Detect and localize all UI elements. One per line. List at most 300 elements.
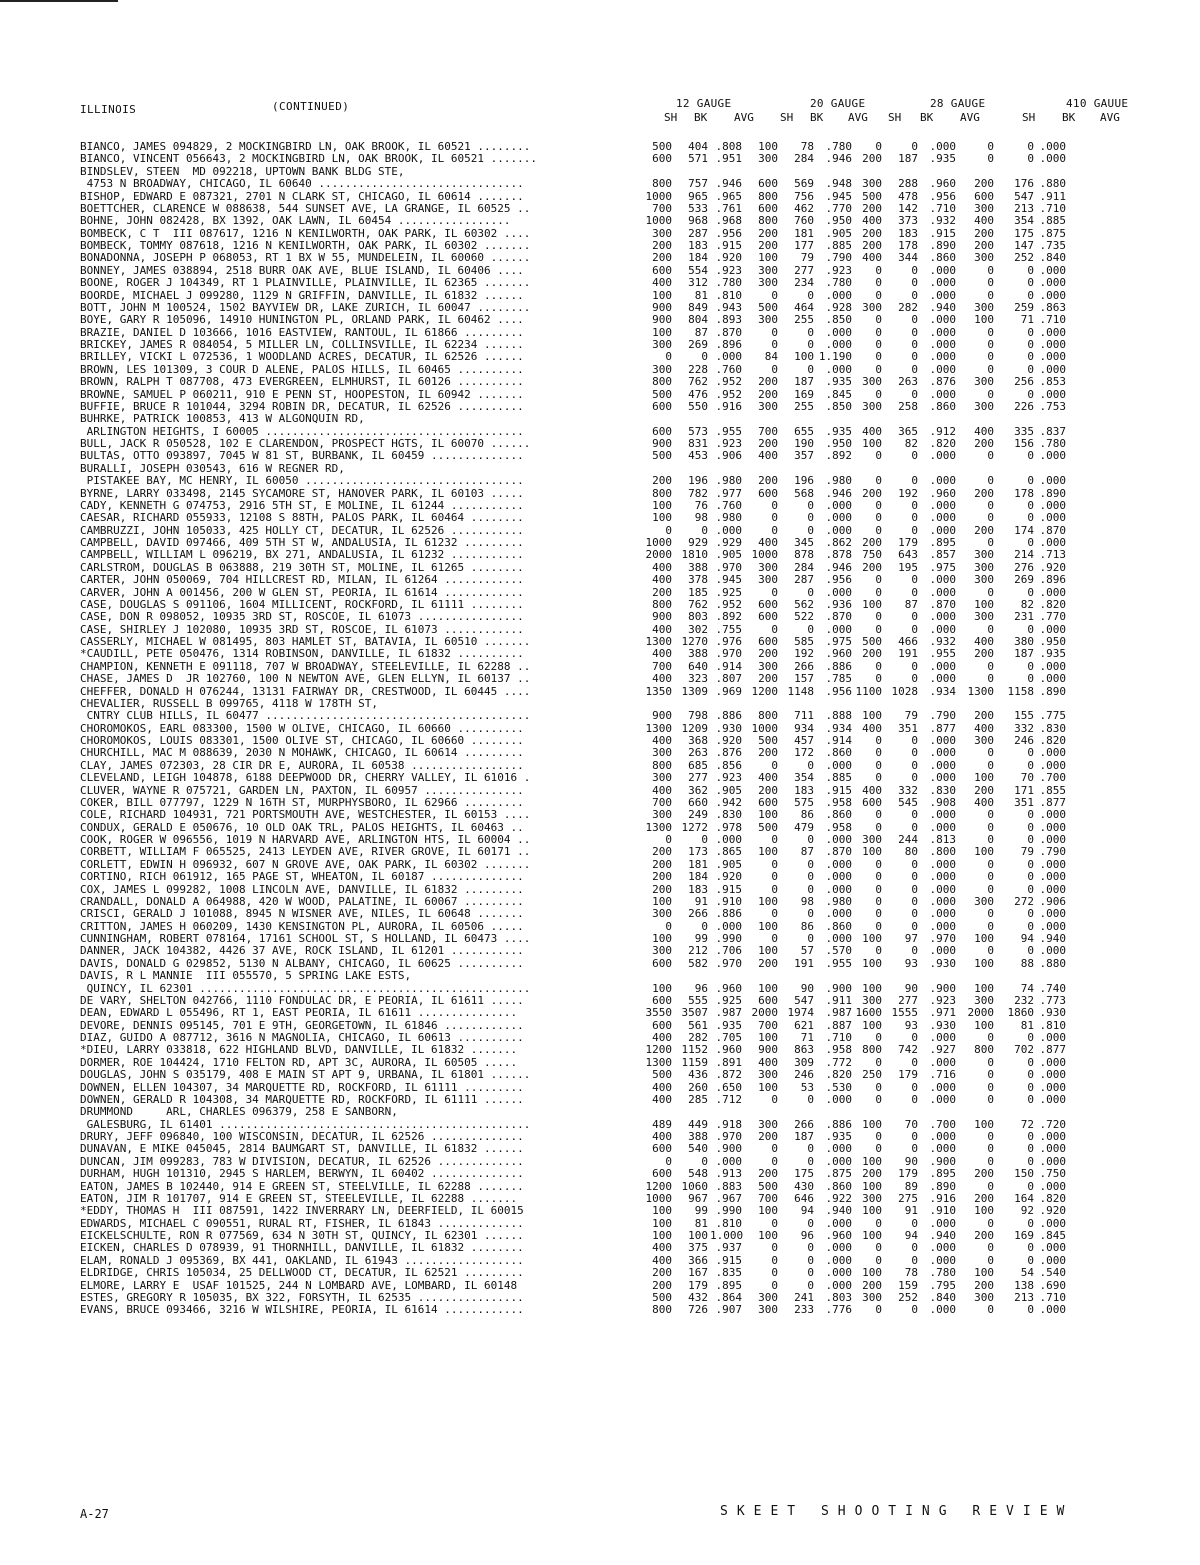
cell-sh-410: 0 <box>987 263 994 277</box>
cell-sh-12: 500 <box>652 1290 672 1304</box>
cell-bk-410: 0 <box>1027 449 1034 463</box>
table-row <box>80 389 1160 401</box>
cell-sh-410: 200 <box>974 486 994 500</box>
table-row <box>80 797 1160 809</box>
cell-sh-20: 300 <box>758 313 778 327</box>
cell-avg-28: .000 <box>929 1142 956 1156</box>
cell-avg-20: .887 <box>825 1018 852 1032</box>
cell-avg-410: .885 <box>1039 214 1066 228</box>
cell-sh-410: 0 <box>987 140 994 153</box>
cell-avg-20: .000 <box>825 857 852 871</box>
cell-sh-28: 0 <box>875 276 882 290</box>
cell-bk-12: 582 <box>688 956 708 970</box>
cell-avg-28: .000 <box>929 449 956 463</box>
cell-sh-12: 800 <box>652 486 672 500</box>
cell-sh-410: 300 <box>974 993 994 1007</box>
table-row <box>80 401 1160 413</box>
cell-bk-12: 287 <box>688 226 708 240</box>
cell-avg-410: .750 <box>1039 1167 1066 1181</box>
cell-bk-28: 0 <box>911 610 918 624</box>
cell-bk-12: 98 <box>694 511 708 525</box>
cell-sh-28: 100 <box>862 709 882 723</box>
cell-avg-410: .911 <box>1039 189 1066 203</box>
table-row <box>80 327 1160 339</box>
cell-sh-12: 600 <box>652 993 672 1007</box>
cell-bk-20: 0 <box>807 870 814 884</box>
cell-avg-28: .895 <box>929 536 956 549</box>
cell-avg-20: .935 <box>825 424 852 438</box>
cell-sh-28: 0 <box>875 474 882 488</box>
cell-avg-12: .913 <box>715 1167 742 1181</box>
cell-bk-12: 965 <box>688 189 708 203</box>
cell-sh-410: 0 <box>987 1031 994 1044</box>
cell-sh-410: 400 <box>974 214 994 228</box>
cell-avg-28: .716 <box>929 1068 956 1082</box>
table-row <box>80 822 1160 834</box>
cell-sh-410: 0 <box>987 1241 994 1255</box>
cell-sh-28: 300 <box>862 1290 882 1304</box>
shooter-entry: CHOROMOKOS, EARL 083300, 1500 W OLIVE, CHICAGO, IL 60660 .......... <box>80 722 524 735</box>
col-sh-20: SH <box>780 111 794 124</box>
cell-avg-410: .735 <box>1039 239 1066 252</box>
table-row <box>80 1057 1160 1069</box>
cell-sh-12: 2000 <box>645 548 672 562</box>
cell-avg-12: .923 <box>715 263 742 277</box>
cell-sh-28: 0 <box>875 1055 882 1069</box>
cell-avg-20: .803 <box>825 1290 852 1304</box>
cell-bk-12: 404 <box>688 140 708 153</box>
cell-avg-20: .870 <box>825 610 852 624</box>
table-row <box>80 314 1160 326</box>
cell-sh-12: 300 <box>652 226 672 240</box>
cell-sh-12: 400 <box>652 1241 672 1255</box>
cell-bk-20: 192 <box>794 647 814 661</box>
cell-avg-410: .000 <box>1039 1216 1066 1230</box>
cell-avg-410: .000 <box>1039 1092 1066 1106</box>
cell-avg-410: .000 <box>1039 820 1066 834</box>
cell-sh-20: 700 <box>758 1191 778 1205</box>
cell-bk-410: 0 <box>1027 1303 1034 1317</box>
cell-bk-20: 0 <box>807 833 814 846</box>
cell-sh-410: 100 <box>974 1266 994 1280</box>
cell-sh-12: 400 <box>652 672 672 686</box>
cell-sh-12: 1300 <box>645 635 672 648</box>
shooter-entry: CARTER, JOHN 050069, 704 HILLCREST RD, MILAN, IL 61264 ............ <box>80 574 524 587</box>
cell-avg-28: .915 <box>929 226 956 240</box>
cell-avg-12: .943 <box>715 300 742 314</box>
cell-sh-12: 600 <box>652 1142 672 1156</box>
table-row <box>80 1143 1160 1155</box>
cell-avg-20: .570 <box>825 944 852 958</box>
cell-sh-410: 0 <box>987 362 994 376</box>
cell-bk-12: 173 <box>688 845 708 859</box>
cell-sh-28: 500 <box>862 635 882 648</box>
cell-avg-12: .942 <box>715 795 742 809</box>
cell-avg-410: .000 <box>1039 808 1066 822</box>
table-row <box>80 1094 1160 1106</box>
table-row <box>80 512 1160 524</box>
cell-bk-12: 249 <box>688 808 708 822</box>
shooter-entry: BRILLEY, VICKI L 072536, 1 WOODLAND ACRES, DECATUR, IL 62526 ...... <box>80 351 524 364</box>
table-row <box>80 859 1160 871</box>
cell-bk-20: 0 <box>807 325 814 339</box>
cell-sh-410: 0 <box>987 1179 994 1193</box>
shooter-entry: CASSERLY, MICHAEL W 081495, 803 HAMLET ST, BATAVIA, IL 60510 ....... <box>80 636 531 648</box>
cell-avg-20: .000 <box>825 325 852 339</box>
cell-sh-410: 0 <box>987 387 994 401</box>
cell-bk-12: 76 <box>694 498 708 512</box>
cell-bk-20: 0 <box>807 857 814 871</box>
cell-sh-20: 200 <box>758 239 778 252</box>
cell-sh-410: 0 <box>987 1154 994 1168</box>
cell-bk-20: 522 <box>794 610 814 624</box>
cell-avg-12: .925 <box>715 993 742 1007</box>
cell-sh-28: 0 <box>875 387 882 401</box>
table-row <box>80 450 1160 462</box>
cell-sh-28: 100 <box>862 845 882 859</box>
cell-sh-20: 0 <box>771 511 778 525</box>
table-row <box>80 290 1160 302</box>
cell-bk-12: 1152 <box>681 1043 708 1057</box>
table-row <box>80 846 1160 858</box>
cell-sh-12: 200 <box>652 1266 672 1280</box>
cell-sh-20: 0 <box>771 882 778 896</box>
cell-bk-12: 726 <box>688 1303 708 1317</box>
cell-avg-20: .000 <box>825 288 852 302</box>
cell-avg-410: .880 <box>1039 956 1066 970</box>
shooter-entry: EICKELSCHULTE, RON R 077569, 634 N 30TH ST, QUINCY, IL 62301 ...... <box>80 1230 524 1242</box>
table-row <box>80 475 1160 487</box>
gauge-28-heading: 28 GAUGE <box>930 97 986 110</box>
cell-sh-20: 400 <box>758 449 778 463</box>
cell-sh-12: 300 <box>652 907 672 921</box>
cell-bk-20: 0 <box>807 1241 814 1255</box>
cell-avg-410: .000 <box>1039 338 1066 351</box>
cell-avg-28: .870 <box>929 597 956 611</box>
shooter-entry: DE VARY, SHELTON 042766, 1110 FONDULAC DR, E PEORIA, IL 61611 ..... <box>80 994 524 1007</box>
cell-bk-20: 86 <box>800 808 814 822</box>
cell-sh-12: 200 <box>652 870 672 884</box>
cell-avg-28: .000 <box>929 1253 956 1267</box>
table-row <box>80 153 1160 165</box>
cell-avg-20: .860 <box>825 1179 852 1193</box>
cell-bk-410: 169 <box>1014 1229 1034 1242</box>
cell-bk-28: 365 <box>898 424 918 438</box>
cell-bk-410: 0 <box>1027 1068 1034 1082</box>
cell-sh-410: 0 <box>987 882 994 896</box>
cell-avg-20: .948 <box>825 177 852 191</box>
cell-sh-410: 0 <box>987 474 994 488</box>
cell-bk-20: 255 <box>794 313 814 327</box>
cell-bk-410: 0 <box>1027 263 1034 277</box>
cell-sh-12: 3550 <box>645 1006 672 1020</box>
cell-bk-12: 196 <box>688 474 708 488</box>
cell-bk-12: 573 <box>688 424 708 438</box>
cell-sh-410: 0 <box>987 907 994 921</box>
cell-sh-20: 200 <box>758 474 778 488</box>
cell-bk-20: 479 <box>794 820 814 834</box>
cell-sh-410: 200 <box>974 783 994 797</box>
cell-sh-12: 100 <box>652 1229 672 1242</box>
cell-bk-410: 351 <box>1014 795 1034 809</box>
cell-avg-20: .000 <box>825 1216 852 1230</box>
cell-sh-12: 600 <box>652 399 672 413</box>
cell-bk-410: 155 <box>1014 709 1034 723</box>
cell-avg-12: .780 <box>715 276 742 290</box>
cell-sh-410: 400 <box>974 635 994 648</box>
cell-sh-20: 300 <box>758 399 778 413</box>
cell-bk-12: 99 <box>694 932 708 945</box>
cell-avg-410: .713 <box>1039 548 1066 562</box>
col-sh-410: SH <box>1022 111 1036 124</box>
cell-avg-410: .000 <box>1039 288 1066 302</box>
table-row <box>80 191 1160 203</box>
cell-avg-410: .906 <box>1039 894 1066 908</box>
cell-bk-12: 362 <box>688 783 708 797</box>
shooter-entry: CAESAR, RICHARD 055933, 12108 S 88TH, PALOS PARK, IL 60464 ........ <box>80 512 524 525</box>
cell-sh-20: 0 <box>771 857 778 871</box>
cell-avg-410: .920 <box>1039 1204 1066 1218</box>
cell-avg-12: .923 <box>715 437 742 450</box>
cell-sh-28: 0 <box>875 288 882 302</box>
cell-bk-410: 702 <box>1014 1043 1034 1057</box>
cell-sh-28: 750 <box>862 548 882 562</box>
cell-bk-410: 0 <box>1027 1154 1034 1168</box>
cell-sh-12: 0 <box>665 523 672 537</box>
shooter-entry: QUINCY, IL 62301 .................................................. <box>80 982 531 995</box>
cell-sh-28: 0 <box>875 585 882 599</box>
table-row <box>80 265 1160 277</box>
cell-sh-410: 0 <box>987 449 994 463</box>
cell-avg-20: .946 <box>825 152 852 166</box>
cell-sh-28: 0 <box>875 622 882 636</box>
shooter-entry: CRANDALL, DONALD A 064988, 420 W WOOD, PALATINE, IL 60067 ......... <box>80 895 524 908</box>
cell-avg-12: .895 <box>715 1278 742 1292</box>
cell-avg-28: .000 <box>929 350 956 364</box>
table-row <box>80 574 1160 586</box>
cell-sh-20: 0 <box>771 870 778 884</box>
cell-sh-410: 300 <box>974 734 994 747</box>
cell-avg-20: .875 <box>825 1167 852 1181</box>
cell-avg-410: .000 <box>1039 1142 1066 1156</box>
cell-sh-20: 0 <box>771 907 778 921</box>
cell-avg-410: .896 <box>1039 573 1066 587</box>
cell-bk-28: 258 <box>898 399 918 413</box>
cell-avg-20: .958 <box>825 820 852 834</box>
cell-avg-20: .000 <box>825 882 852 896</box>
cell-avg-20: .980 <box>825 894 852 908</box>
cell-bk-28: 0 <box>911 882 918 896</box>
cell-bk-410: 226 <box>1014 399 1034 413</box>
cell-avg-20: .915 <box>825 783 852 797</box>
cell-sh-20: 800 <box>758 189 778 203</box>
shooter-entry: BUFFIE, BRUCE R 101044, 3294 ROBIN DR, DECATUR, IL 62526 .......... <box>80 400 524 413</box>
cell-avg-410: .000 <box>1039 882 1066 896</box>
cell-sh-410: 300 <box>974 573 994 587</box>
cell-bk-410: 71 <box>1020 313 1034 327</box>
gauge-20-heading: 20 GAUGE <box>810 97 866 110</box>
cell-sh-28: 200 <box>862 152 882 166</box>
cell-sh-28: 0 <box>875 1216 882 1230</box>
cell-sh-20: 0 <box>771 932 778 945</box>
cell-sh-20: 0 <box>771 758 778 772</box>
shooter-entry: CHEVALIER, RUSSELL B 099765, 4118 W 178TH ST, <box>80 697 379 710</box>
cell-bk-20: 0 <box>807 907 814 921</box>
shooter-entry: DURHAM, HUGH 101310, 2945 S HARLEM, BERWYN, IL 60402 .............. <box>80 1168 524 1181</box>
cell-bk-28: 183 <box>898 226 918 240</box>
cell-avg-410: .920 <box>1039 560 1066 574</box>
shooter-entry: ARLINGTON HEIGHTS, I 60005 ....................................... <box>80 425 524 438</box>
cell-sh-410: 200 <box>974 523 994 537</box>
cell-sh-20: 0 <box>771 585 778 599</box>
cell-sh-410: 0 <box>987 350 994 364</box>
cell-avg-12: .000 <box>715 833 742 846</box>
cell-bk-28: 179 <box>898 536 918 549</box>
table-row <box>80 178 1160 190</box>
cell-bk-410: 0 <box>1027 1130 1034 1143</box>
cell-avg-28: .910 <box>929 1204 956 1218</box>
cell-bk-20: 0 <box>807 585 814 599</box>
cell-bk-12: 269 <box>688 338 708 351</box>
table-row <box>80 240 1160 252</box>
cell-sh-28: 400 <box>862 721 882 735</box>
cell-bk-410: 276 <box>1014 560 1034 574</box>
cell-sh-28: 200 <box>862 1278 882 1292</box>
cell-sh-20: 600 <box>758 177 778 191</box>
cell-sh-12: 100 <box>652 511 672 525</box>
cell-avg-12: .835 <box>715 1266 742 1280</box>
cell-sh-12: 900 <box>652 300 672 314</box>
shooter-entry: CAMBRUZZI, JOHN 105033, 425 HOLLY CT, DECATUR, IL 62526 ........... <box>80 524 524 537</box>
shooter-entry: ELDRIDGE, CHRIS 105034, 25 DELLWOOD CT, DECATUR, IL 62521 ......... <box>80 1267 524 1280</box>
table-row <box>80 426 1160 438</box>
table-row <box>80 1267 1160 1279</box>
cell-avg-20: .886 <box>825 1117 852 1131</box>
cell-sh-12: 100 <box>652 1204 672 1218</box>
cell-bk-28: 82 <box>904 437 918 450</box>
cell-sh-410: 200 <box>974 709 994 723</box>
cell-avg-20: .820 <box>825 1068 852 1082</box>
shooter-entry: ELAM, RONALD J 095369, BX 441, OAKLAND, IL 61943 .................. <box>80 1254 524 1267</box>
cell-bk-12: 388 <box>688 1130 708 1143</box>
cell-avg-28: .000 <box>929 585 956 599</box>
cell-bk-20: 157 <box>794 672 814 686</box>
cell-sh-12: 100 <box>652 981 672 995</box>
cell-bk-12: 1309 <box>681 684 708 698</box>
cell-avg-20: .892 <box>825 449 852 463</box>
cell-bk-410: 0 <box>1027 672 1034 686</box>
cell-bk-12: 366 <box>688 1253 708 1267</box>
col-bk-28: BK <box>920 111 934 124</box>
col-sh-28: SH <box>888 111 902 124</box>
cell-avg-20: .950 <box>825 214 852 228</box>
cell-sh-410: 0 <box>987 1253 994 1267</box>
cell-bk-28: 0 <box>911 362 918 376</box>
cell-bk-20: 621 <box>794 1018 814 1032</box>
shooter-entry: BURALLI, JOSEPH 030543, 616 W REGNER RD, <box>80 462 345 475</box>
cell-avg-410: .877 <box>1039 795 1066 809</box>
cell-sh-410: 0 <box>987 1216 994 1230</box>
cell-sh-28: 0 <box>875 350 882 364</box>
shooter-entry: COOK, ROGER W 096556, 1019 N HARVARD AVE, ARLINGTON HTS, IL 60004 .. <box>80 834 531 846</box>
cell-avg-12: .951 <box>715 152 742 166</box>
table-row <box>80 1242 1160 1254</box>
cell-avg-12: .945 <box>715 573 742 587</box>
shooter-entry: BOTT, JOHN M 100524, 1502 BAYVIEW DR, LAKE ZURICH, IL 60047 ........ <box>80 301 531 314</box>
cell-bk-20: 569 <box>794 177 814 191</box>
shooter-entry: BRAZIE, DANIEL D 103666, 1016 EASTVIEW, RANTOUL, IL 61866 ......... <box>80 326 524 339</box>
cell-sh-20: 900 <box>758 1043 778 1057</box>
cell-bk-410: 0 <box>1027 919 1034 933</box>
cell-sh-12: 200 <box>652 585 672 599</box>
cell-avg-410: .820 <box>1039 1191 1066 1205</box>
cell-avg-28: .860 <box>929 251 956 265</box>
shooter-entry: ESTES, GREGORY R 105035, BX 322, FORSYTH, IL 62535 ................ <box>80 1291 524 1304</box>
cell-sh-28: 100 <box>862 981 882 995</box>
cell-avg-20: .886 <box>825 659 852 673</box>
cell-sh-20: 300 <box>758 263 778 277</box>
cell-sh-12: 700 <box>652 659 672 673</box>
cell-bk-12: 1060 <box>681 1179 708 1193</box>
cell-avg-28: .940 <box>929 300 956 314</box>
cell-bk-20: 79 <box>800 251 814 265</box>
cell-avg-410: .000 <box>1039 870 1066 884</box>
cell-bk-28: 0 <box>911 1080 918 1094</box>
cell-bk-20: 196 <box>794 474 814 488</box>
cell-avg-12: .712 <box>715 1092 742 1106</box>
cell-avg-20: .000 <box>825 907 852 921</box>
shooter-entry: CASE, DON R 098052, 10935 3RD ST, ROSCOE, IL 61073 ................ <box>80 611 524 624</box>
cell-sh-12: 300 <box>652 944 672 958</box>
cell-avg-410: .000 <box>1039 1303 1066 1317</box>
cell-avg-410: .540 <box>1039 1266 1066 1280</box>
shooter-entry: CLAY, JAMES 072303, 28 CIR DR E, AURORA, IL 60538 ................. <box>80 759 524 772</box>
cell-avg-20: .870 <box>825 845 852 859</box>
cell-bk-28: 0 <box>911 659 918 673</box>
cell-avg-20: .845 <box>825 387 852 401</box>
cell-avg-20: .935 <box>825 375 852 389</box>
cell-sh-20: 200 <box>758 387 778 401</box>
cell-avg-12: .969 <box>715 684 742 698</box>
cell-sh-28: 300 <box>862 1191 882 1205</box>
cell-sh-20: 100 <box>758 140 778 153</box>
cell-sh-28: 0 <box>875 1303 882 1317</box>
cell-sh-12: 100 <box>652 288 672 302</box>
cell-bk-28: 1555 <box>891 1006 918 1020</box>
cell-avg-20: .885 <box>825 239 852 252</box>
cell-sh-12: 200 <box>652 857 672 871</box>
cell-bk-28: 0 <box>911 1142 918 1156</box>
cell-sh-12: 400 <box>652 1080 672 1094</box>
shooter-entry: CHEFFER, DONALD H 076244, 13131 FAIRWAY DR, CRESTWOOD, IL 60445 .... <box>80 685 531 698</box>
cell-avg-12: .970 <box>715 956 742 970</box>
cell-avg-12: .808 <box>715 140 742 153</box>
shooter-entry: CHURCHILL, MAC M 088639, 2030 N MOHAWK, CHICAGO, IL 60614 ......... <box>80 747 524 760</box>
table-row <box>80 1044 1160 1056</box>
cell-avg-20: .934 <box>825 721 852 735</box>
cell-bk-28: 277 <box>898 993 918 1007</box>
cell-bk-12: 100 <box>688 1229 708 1242</box>
shooter-entry: EDWARDS, MICHAEL C 090551, RURAL RT, FISHER, IL 61843 ............. <box>80 1217 524 1230</box>
cell-bk-410: 187 <box>1014 647 1034 661</box>
table-row <box>80 166 1160 178</box>
cell-avg-20: .710 <box>825 1031 852 1044</box>
cell-avg-410: .000 <box>1039 362 1066 376</box>
cell-bk-12: 640 <box>688 659 708 673</box>
table-row <box>80 1255 1160 1267</box>
cell-sh-410: 600 <box>974 189 994 203</box>
cell-avg-20: .000 <box>825 1142 852 1156</box>
